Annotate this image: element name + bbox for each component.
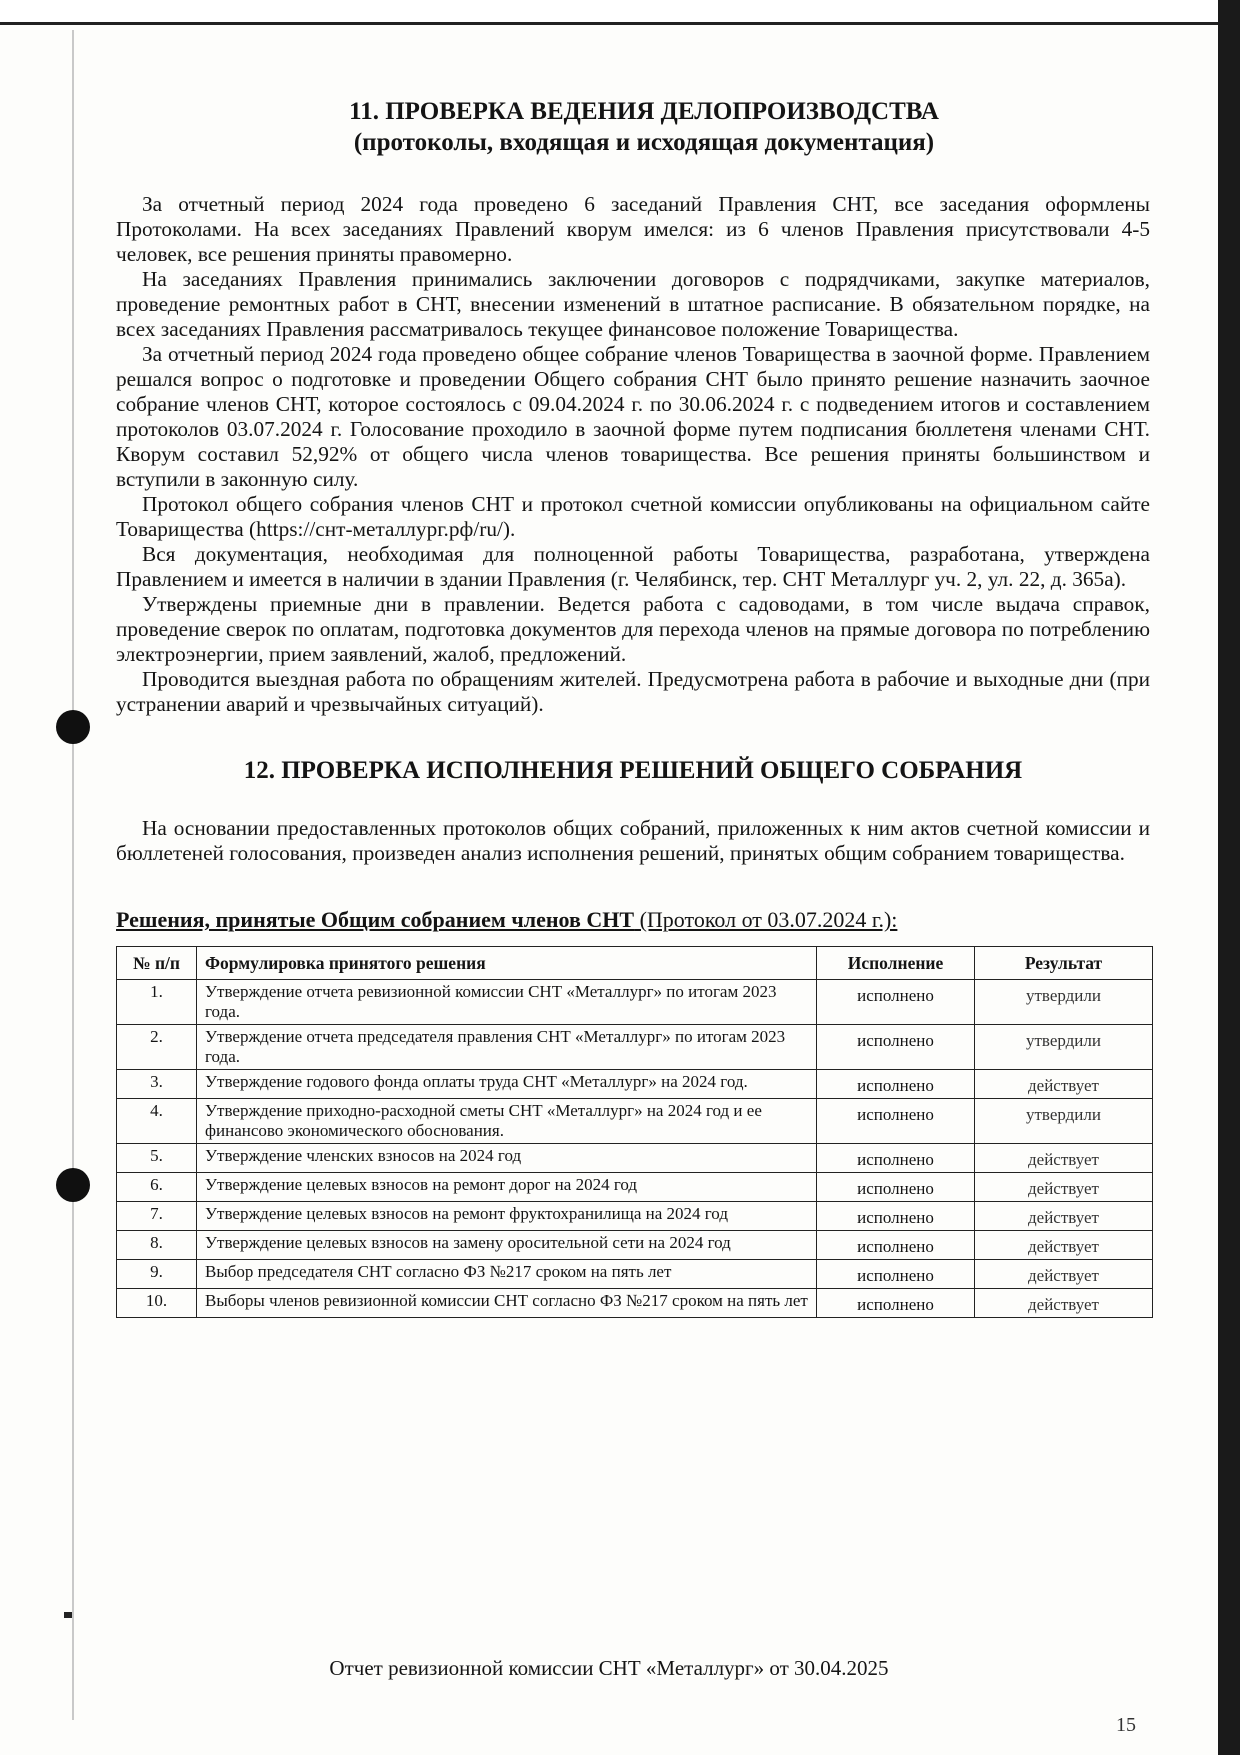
section-12-title: 12. ПРОВЕРКА ИСПОЛНЕНИЯ РЕШЕНИЙ ОБЩЕГО СОБРАНИЯ (243, 757, 1023, 784)
row-number: 6. (117, 1173, 197, 1202)
scan-top-border (0, 22, 1218, 25)
row-decision-text: Выбор председателя СНТ согласно ФЗ №217 сроком на пять лет (197, 1260, 817, 1289)
row-execution: исполнено (817, 1289, 975, 1318)
paragraph: За отчетный период 2024 года проведено общее собрание членов Товарищества в заочной форме. Правлением решался вопрос о подготовке и проведении Общего собрания СНТ было принято решение назначить заочное собрание членов СНТ, которое состоялось с 09.04.2024 г. по 30.06.2024 г. с подведением итогов и составлением протоколов 03.07.2024 г. Голосование проходило в заочной форме путем подписания бюллетеня членами СНТ. Кворум составил 52,92% от общего числа членов товарищества. Все решения приняты большинством и вступили в законную силу. (116, 342, 1150, 491)
paragraph: Утверждены приемные дни в правлении. Ведется работа с садоводами, в том числе выдача справок, проведение сверок по оплатам, подготовка документов для перехода членов на прямые договора по потреблению электроэнергии, прием заявлений, жалоб, предложений. (116, 592, 1150, 666)
table-header-row (117, 947, 1153, 980)
row-number: 10. (117, 1289, 197, 1318)
paragraph: На заседаниях Правления принимались заключении договоров с подрядчиками, закупке материалов, проведение ремонтных работ в СНТ, внесении изменений в штатное расписание. В обязательном порядке, на всех заседаниях Правления рассматривалось текущее финансовое положение Товарищества. (116, 267, 1150, 341)
row-result: действует (975, 1260, 1153, 1289)
row-number: 2. (117, 1025, 197, 1070)
row-result: действует (975, 1289, 1153, 1318)
row-result: действует (975, 1173, 1153, 1202)
table-row (117, 1202, 1153, 1231)
header-execution: Исполнение (817, 947, 975, 980)
row-decision-text: Утверждение отчета ревизионной комиссии СНТ «Металлург» по итогам 2023 года. (197, 980, 817, 1025)
row-decision-text: Утверждение приходно-расходной сметы СНТ «Металлург» на 2024 год и ее финансово экономического обоснования. (197, 1099, 817, 1144)
decisions-table (116, 946, 1153, 1318)
row-result: утвердили (975, 980, 1153, 1025)
binding-mark (64, 1612, 72, 1618)
table-row (117, 1260, 1153, 1289)
row-decision-text: Выборы членов ревизионной комиссии СНТ согласно ФЗ №217 сроком на пять лет (197, 1289, 817, 1318)
row-result: утвердили (975, 1099, 1153, 1144)
punch-hole-icon (56, 710, 90, 744)
page-number: 15 (1116, 1714, 1136, 1736)
table-row (117, 1099, 1153, 1144)
row-execution: исполнено (817, 980, 975, 1025)
row-number: 4. (117, 1099, 197, 1144)
row-execution: исполнено (817, 1070, 975, 1099)
table-row (117, 1173, 1153, 1202)
row-decision-text: Утверждение целевых взносов на ремонт дорог на 2024 год (197, 1173, 817, 1202)
row-number: 7. (117, 1202, 197, 1231)
table-row (117, 1289, 1153, 1318)
decisions-caption-protocol: (Протокол от 03.07.2024 г.): (634, 907, 898, 932)
row-result: действует (975, 1231, 1153, 1260)
row-execution: исполнено (817, 1025, 975, 1070)
section-11-title-line1: 11. ПРОВЕРКА ВЕДЕНИЯ ДЕЛОПРОИЗВОДСТВА (349, 98, 939, 125)
page-content (116, 96, 1150, 1318)
paragraph: За отчетный период 2024 года проведено 6 заседаний Правления СНТ, все заседания оформлены Протоколами. На всех заседаниях Правлений кворум имелся: из 6 членов Правления присутствовали 4-5 человек, все решения приняты правомерно. (116, 192, 1150, 266)
punch-hole-icon (56, 1168, 90, 1202)
section-11-title (138, 96, 1150, 158)
row-result: действует (975, 1144, 1153, 1173)
section-11-title-line2: (протоколы, входящая и исходящая документация) (353, 129, 935, 156)
row-number: 8. (117, 1231, 197, 1260)
table-row (117, 1231, 1153, 1260)
header-num: № п/п (117, 947, 197, 980)
table-row (117, 1070, 1153, 1099)
row-decision-text: Утверждение целевых взносов на ремонт фруктохранилища на 2024 год (197, 1202, 817, 1231)
row-execution: исполнено (817, 1231, 975, 1260)
scan-right-border (1218, 0, 1240, 1755)
table-row (117, 1144, 1153, 1173)
paragraph: Протокол общего собрания членов СНТ и протокол счетной комиссии опубликованы на официальном сайте Товарищества (https://снт-металлург.рф/ru/). (116, 492, 1150, 541)
row-decision-text: Утверждение годового фонда оплаты труда СНТ «Металлург» на 2024 год. (197, 1070, 817, 1099)
page-footer: Отчет ревизионной комиссии СНТ «Металлург» от 30.04.2025 (329, 1656, 889, 1680)
row-result: утвердили (975, 1025, 1153, 1070)
row-execution: исполнено (817, 1144, 975, 1173)
decisions-caption-bold: Решения, принятые Общим собранием членов СНТ (116, 907, 635, 932)
row-result: действует (975, 1070, 1153, 1099)
row-number: 1. (117, 980, 197, 1025)
row-number: 3. (117, 1070, 197, 1099)
table-row (117, 1025, 1153, 1070)
row-number: 9. (117, 1260, 197, 1289)
scan-top-edge (0, 0, 1240, 24)
binding-margin-line (72, 30, 74, 1720)
row-execution: исполнено (817, 1202, 975, 1231)
header-decision: Формулировка принятого решения (197, 947, 817, 980)
row-decision-text: Утверждение членских взносов на 2024 год (197, 1144, 817, 1173)
row-decision-text: Утверждение отчета председателя правления СНТ «Металлург» по итогам 2023 года. (197, 1025, 817, 1070)
row-execution: исполнено (817, 1260, 975, 1289)
row-execution: исполнено (817, 1173, 975, 1202)
table-body (117, 980, 1153, 1318)
table-row (117, 980, 1153, 1025)
row-decision-text: Утверждение целевых взносов на замену оросительной сети на 2024 год (197, 1231, 817, 1260)
decisions-table-caption (116, 906, 1150, 934)
row-execution: исполнено (817, 1099, 975, 1144)
row-result: действует (975, 1202, 1153, 1231)
header-result: Результат (975, 947, 1153, 980)
paragraph: Вся документация, необходимая для полноценной работы Товарищества, разработана, утверждена Правлением и имеется в наличии в здании Правления (г. Челябинск, тер. СНТ Металлург уч. 2, ул. 22, д. 365а). (116, 542, 1150, 591)
paragraph: Проводится выездная работа по обращениям жителей. Предусмотрена работа в рабочие и выходные дни (при устранении аварий и чрезвычайных ситуаций). (116, 667, 1150, 716)
section-12-paragraph: На основании предоставленных протоколов общих собраний, приложенных к ним актов счетной комиссии и бюллетеней голосования, произведен анализ исполнения решений, принятых общим собранием товарищества. (116, 816, 1150, 865)
section-11-body (116, 192, 1150, 717)
row-number: 5. (117, 1144, 197, 1173)
